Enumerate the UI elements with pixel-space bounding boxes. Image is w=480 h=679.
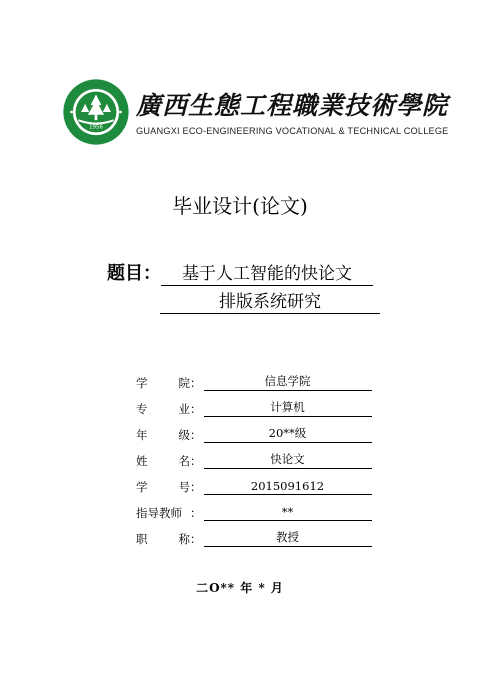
info-row — [136, 495, 376, 521]
info-label — [136, 453, 194, 469]
topic-line-2: 排版系统研究 — [160, 287, 380, 314]
info-label-part: 号 — [178, 480, 190, 494]
info-label — [136, 479, 194, 495]
info-label-part: 姓 — [136, 454, 148, 468]
info-value: 信息学院 — [204, 373, 372, 391]
info-colon: ： — [190, 428, 202, 442]
info-value: ** — [204, 505, 372, 521]
college-name-cn: 廣西生態工程職業技術學院 — [136, 91, 449, 120]
info-value: 教授 — [204, 529, 372, 547]
info-value: 20**级 — [204, 425, 372, 443]
submission-date: 二O** 年 * 月 — [196, 581, 284, 595]
info-label-part: 名 — [178, 454, 190, 468]
topic-row — [107, 259, 373, 286]
info-colon: ： — [190, 376, 202, 390]
info-label-part: 学 — [136, 376, 148, 390]
info-label-part: 称 — [178, 532, 190, 546]
info-label-part: 职 — [136, 532, 148, 546]
college-name-en: GUANGXI ECO-ENGINEERING VOCATIONAL & TECHNICAL COLLEGE — [136, 126, 449, 136]
college-logo-icon — [62, 78, 130, 146]
info-row — [136, 391, 376, 417]
info-label — [136, 427, 194, 443]
info-label-part: 年 — [136, 428, 148, 442]
info-row — [136, 521, 376, 547]
info-value: 计算机 — [204, 399, 372, 417]
info-label-part: 业 — [178, 402, 190, 416]
info-value: 2015091612 — [204, 479, 372, 495]
info-label — [136, 401, 194, 417]
info-colon: ： — [190, 480, 202, 494]
topic-line-1: 基于人工智能的快论文 — [161, 259, 373, 286]
info-label — [136, 531, 194, 547]
info-colon: ： — [190, 402, 202, 416]
info-label — [136, 375, 194, 391]
info-label-part: 学 — [136, 480, 148, 494]
info-row — [136, 469, 376, 495]
info-label-part: 指导教师 — [136, 506, 182, 520]
info-label-part: 专 — [136, 402, 148, 416]
info-colon: ： — [190, 532, 202, 546]
topic-label: 题目： — [107, 263, 161, 284]
info-row — [136, 365, 376, 391]
info-table — [136, 365, 376, 547]
logo-year: 1956 — [89, 124, 103, 131]
document-title: 毕业设计(论文) — [172, 194, 308, 218]
info-label-part: 级 — [178, 428, 190, 442]
info-label — [136, 505, 194, 521]
info-colon: ： — [190, 454, 202, 468]
info-colon: ： — [190, 506, 202, 520]
info-value: 快论文 — [204, 451, 372, 469]
info-row — [136, 417, 376, 443]
info-label-part: 院 — [178, 376, 190, 390]
info-row — [136, 443, 376, 469]
